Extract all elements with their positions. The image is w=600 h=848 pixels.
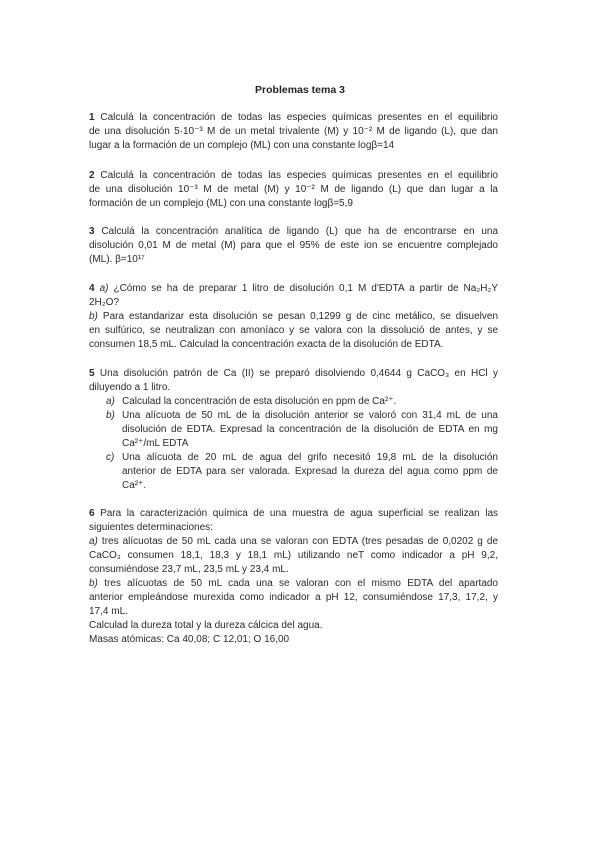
problem-6-intro-line-1: 6 Para la caracterización química de una muestra de agua superficial se realizan las: [89, 508, 498, 519]
problem-6-closing-line-1: Calculad la dureza total y la dureza cálcica del agua.: [89, 620, 323, 631]
part-label: a): [106, 396, 115, 407]
problem-4b-line-1: b) Para estandarizar esta disolución se pesan 0,1299 g de cinc metálico, se disuelven: [89, 311, 498, 322]
problem-2-line-3: formación de un complejo (ML) con una constante logβ=5,9: [89, 198, 353, 209]
problem-6a-line-1: a) tres alícuotas de 50 mL cada una se valoran con EDTA (tres pesadas de 0,0202 g de: [89, 536, 498, 547]
problem-6b-line-3: 17,4 mL.: [89, 606, 128, 617]
problem-number: 4: [89, 283, 95, 294]
item-line: Una alícuota de 20 mL de agua del grifo necesitó 19,8 mL de la disolución: [122, 452, 498, 463]
part-label: b): [89, 578, 98, 589]
problem-1: [89, 111, 498, 153]
problem-5-item-a: [89, 395, 498, 409]
problem-number: 2: [89, 170, 95, 181]
problem-number: 3: [89, 226, 95, 237]
item-line: Ca²⁺/mL EDTA: [122, 438, 189, 449]
problem-4: [89, 282, 498, 352]
problem-6b-line-1: b) tres alícuotas de 50 mL cada una se valoran con el mismo EDTA del apartado: [89, 578, 498, 589]
problem-number: 1: [89, 112, 95, 123]
problem-5-item-c: [89, 451, 498, 493]
item-line: Una alícuota de 50 mL de la disolución anterior se valoró con 31,4 mL de una: [122, 410, 498, 421]
problem-5-intro-line-2: diluyendo a 1 litro.: [89, 382, 171, 393]
problem-6-closing-line-2: Masas atómicas: Ca 40,08; C 12,01; O 16,00: [89, 634, 290, 645]
problem-6a-line-2: CaCO₃ consumen 18,1, 18,3 y 18,1 mL) utilizando neT como indicador a pH 9,2,: [89, 550, 498, 561]
part-label: b): [89, 311, 98, 322]
problem-3-line-1: 3 Calculá la concentración analítica de ligando (L) que ha de encontrarse en una: [89, 226, 498, 237]
part-label: c): [106, 452, 115, 463]
problem-5: [89, 367, 498, 493]
item-line: disolución de EDTA. Expresad la concentración de la disolución de EDTA en mg: [122, 424, 498, 435]
problem-5-intro-line-1: 5 Una disolución patrón de Ca (II) se preparó disolviendo 0,4644 g CaCO₃ en HCl y: [89, 368, 498, 379]
item-line: Ca²⁺.: [122, 480, 147, 491]
problem-3: [89, 225, 498, 267]
page-title: Problemas tema 3: [255, 84, 345, 96]
part-label: b): [106, 410, 115, 421]
problem-number: 5: [89, 368, 95, 379]
item-line: anterior de EDTA para ser valorada. Expresad la dureza del agua como ppm de: [122, 466, 498, 477]
problem-6a-line-3: consumiéndose 23,7 mL, 23,5 mL y 23,4 mL.: [89, 564, 289, 575]
problem-number: 6: [89, 508, 95, 519]
part-label: a): [99, 283, 109, 294]
problem-4a-line-2: 2H₂O?: [89, 297, 120, 308]
problem-3-line-2: disolución 0,01 M de metal (M) para que el 95% de este ion se encuentre complejado: [89, 240, 498, 251]
problem-4b-line-3: consumen 18,5 mL. Calculad la concentración exacta de la disolución de EDTA.: [89, 339, 444, 350]
part-label: a): [89, 536, 98, 547]
problem-2: [89, 169, 498, 211]
problem-4b-line-2: en sulfúrico, se neutralizan con amoníaco y se valora con la dissolució de antes, y se: [89, 325, 498, 336]
item-line: Calculad la concentración de esta disolución en ppm de Ca²⁺.: [122, 396, 397, 407]
problem-1-line-2: de una disolución 5·10⁻³ M de un metal trivalente (M) y 10⁻² M de ligando (L), que dan: [89, 126, 498, 137]
problem-2-line-2: de una disolución 10⁻³ M de metal (M) y 10⁻² M de ligando (L) que dan lugar a la: [89, 184, 498, 195]
problem-2-line-1: 2 Calculá la concentración de todas las especies químicas presentes en el equilibrio: [89, 170, 498, 181]
problem-1-line-3: lugar a la formación de un complejo (ML) con una constante logβ=14: [89, 140, 395, 151]
problem-4a-line-1: 4 a) ¿Cómo se ha de preparar 1 litro de disolución 0,1 M d'EDTA a partir de Na₂H₂Y: [89, 283, 498, 294]
problem-6b-line-2: anterior empleándose murexida como indicador a pH 12, consumiéndose 17,3, 17,2, y: [89, 592, 498, 603]
problem-6-intro-line-2: siguientes determinaciones:: [89, 522, 213, 533]
problem-6: [89, 507, 498, 647]
problem-3-line-3: (ML). β=10¹⁷: [89, 254, 145, 265]
problem-1-line-1: 1 Calculá la concentración de todas las especies químicas presentes en el equilibrio: [89, 112, 498, 123]
problem-5-item-b: [89, 409, 498, 451]
